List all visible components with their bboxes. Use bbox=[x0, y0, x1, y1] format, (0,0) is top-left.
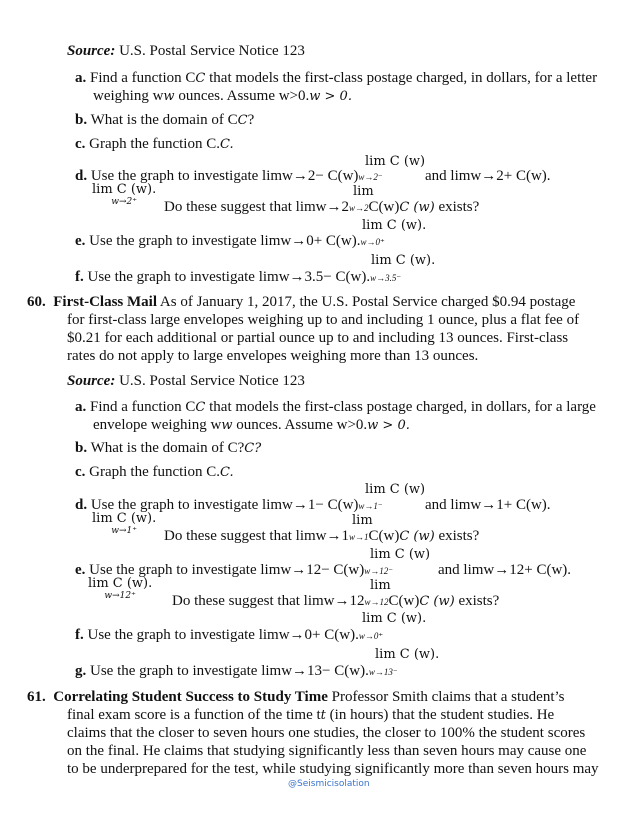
limit-expression bbox=[92, 183, 156, 207]
part-f-text: Use the graph to investigate limw→0+ C(w). bbox=[83, 627, 359, 643]
part-d-text-4: C(w) bbox=[368, 199, 400, 215]
limit-top: lim C (w) bbox=[365, 482, 426, 497]
math-cw: C (w) bbox=[419, 594, 455, 609]
limit-top: lim C (w). bbox=[371, 253, 436, 268]
limit-expression bbox=[371, 254, 435, 268]
math-condition: w > 0. bbox=[309, 89, 352, 104]
limit-sub: w→12 bbox=[364, 597, 389, 607]
part-label: e. bbox=[75, 562, 86, 578]
part-label: c. bbox=[75, 136, 86, 152]
part-e-text-4: C(w) bbox=[388, 593, 420, 609]
p60-part-b bbox=[75, 439, 261, 458]
watermark: @Seismicisolation bbox=[288, 779, 370, 789]
part-a-text-4: ounces. Assume w>0. bbox=[174, 88, 310, 104]
part-a-text-4: ounces. Assume w>0. bbox=[232, 417, 368, 433]
limit-sub: w→12⁺ bbox=[104, 591, 136, 601]
limit-sub: w→2 bbox=[348, 203, 369, 213]
limit-sub: w→1 bbox=[348, 532, 369, 542]
source-label: Source: bbox=[67, 373, 116, 389]
p61-line2 bbox=[67, 706, 554, 725]
p60-part-a-line2 bbox=[93, 416, 410, 435]
part-b-text: What is the domain of C bbox=[87, 112, 238, 128]
p60-part-d-line2 bbox=[164, 527, 479, 546]
limit-top: lim bbox=[352, 513, 373, 528]
limit-expression bbox=[370, 579, 391, 593]
limit-top: lim C (w) bbox=[365, 154, 426, 169]
p60-source-line bbox=[67, 372, 305, 390]
limit-expression bbox=[92, 512, 156, 536]
source-text: U.S. Postal Service Notice 123 bbox=[115, 43, 305, 59]
part-f-text: Use the graph to investigate limw→3.5− C(w). bbox=[83, 269, 371, 285]
p59-part-a-line1 bbox=[75, 69, 597, 88]
limit-top: lim C (w). bbox=[362, 218, 427, 233]
limit-expression bbox=[370, 548, 430, 562]
limit-expression bbox=[362, 612, 426, 626]
limit-top: lim C (w) bbox=[370, 547, 431, 562]
p60-line1 bbox=[27, 293, 575, 311]
p61-line3: claims that the closer to seven hours one studies, the closer to 100% the student scores bbox=[67, 725, 586, 741]
part-label: b. bbox=[75, 112, 88, 128]
limit-expression bbox=[88, 577, 152, 601]
limit-top: lim C (w). bbox=[92, 182, 157, 197]
p61-line5: to be underprepared for the test, while studying significantly more than seven hours may bbox=[67, 761, 599, 777]
part-a-text: Find a function C bbox=[86, 399, 196, 415]
p60-part-c bbox=[75, 463, 234, 482]
part-g-text: Use the graph to investigate limw→13− C(w). bbox=[86, 663, 369, 679]
part-label: c. bbox=[75, 464, 86, 480]
p59-part-d-text2: and limw→2+ C(w). bbox=[425, 168, 551, 184]
p59-part-a-line2 bbox=[93, 87, 352, 106]
limit-sub: w→0⁺ bbox=[360, 237, 385, 247]
part-a-text-3: envelope weighing w bbox=[93, 417, 222, 433]
p59-part-c bbox=[75, 135, 234, 154]
part-d-text-4: C(w) bbox=[368, 528, 400, 544]
problem-text: (in hours) that the student studies. He bbox=[325, 707, 555, 723]
part-d-text-5: exists? bbox=[434, 199, 480, 215]
part-a-text-2: that models the first-class postage charged, in dollars, for a letter bbox=[205, 70, 598, 86]
limit-top: lim C (w). bbox=[362, 611, 427, 626]
part-label: g. bbox=[75, 663, 87, 679]
p59-source-line bbox=[67, 42, 305, 60]
p60-part-a-line1 bbox=[75, 398, 596, 417]
part-c-text: Graph the function C. bbox=[85, 464, 220, 480]
math-w: w bbox=[221, 418, 233, 433]
part-e-text-5: exists? bbox=[454, 593, 500, 609]
problem-text: final exam score is a function of the time t bbox=[67, 707, 321, 723]
problem-number: 60. bbox=[27, 294, 46, 310]
p61-line1 bbox=[27, 688, 565, 706]
p60-part-e-text2: and limw→12+ C(w). bbox=[438, 562, 572, 578]
part-a-text-3: weighing w bbox=[93, 88, 164, 104]
limit-top: lim C (w). bbox=[92, 511, 157, 526]
limit-sub: w→1⁺ bbox=[111, 526, 137, 536]
p59-part-b bbox=[75, 111, 254, 130]
problem-text: As of January 1, 2017, the U.S. Postal Service charged $0.94 postage bbox=[156, 294, 576, 310]
p59-part-e bbox=[75, 232, 385, 250]
math-c: C? bbox=[244, 441, 262, 456]
p60-part-f bbox=[75, 626, 383, 644]
part-b-text: What is the domain of C? bbox=[87, 440, 245, 456]
limit-sub: w→3.5⁻ bbox=[370, 273, 402, 283]
limit-expression bbox=[362, 219, 426, 233]
problem-title: Correlating Student Success to Study Time bbox=[53, 689, 328, 705]
limit-sub: w→1⁻ bbox=[358, 501, 383, 511]
source-text: U.S. Postal Service Notice 123 bbox=[115, 373, 305, 389]
p60-line2: for first-class large envelopes weighing up to and including 1 ounce, plus a flat fee of bbox=[67, 312, 580, 328]
math-condition: w > 0. bbox=[367, 418, 410, 433]
limit-expression bbox=[375, 648, 439, 662]
part-label: b. bbox=[75, 440, 88, 456]
part-label: f. bbox=[75, 269, 84, 285]
part-a-text-2: that models the first-class postage charged, in dollars, for a large bbox=[205, 399, 596, 415]
part-label: a. bbox=[75, 399, 87, 415]
p60-line4: rates do not apply to large envelopes weighing more than 13 ounces. bbox=[67, 348, 479, 364]
part-d-text: Use the graph to investigate limw→1− C(w) bbox=[87, 497, 359, 513]
limit-sub: w→2⁺ bbox=[111, 197, 137, 207]
math-c: C bbox=[195, 71, 206, 86]
part-d-text: Use the graph to investigate limw→2− C(w) bbox=[87, 168, 359, 184]
limit-top: lim C (w). bbox=[375, 647, 440, 662]
part-label: d. bbox=[75, 497, 88, 513]
p60-part-e-line2 bbox=[172, 592, 499, 611]
part-label: e. bbox=[75, 233, 86, 249]
part-d-text-5: exists? bbox=[434, 528, 480, 544]
part-label: f. bbox=[75, 627, 84, 643]
problem-title: First-Class Mail bbox=[53, 294, 157, 310]
p60-line3: $0.21 for each additional or partial ounce up to and including 13 ounces. First-class bbox=[67, 330, 569, 346]
part-d-text-3: Do these suggest that limw→2 bbox=[164, 199, 349, 215]
math-cw: C (w) bbox=[399, 529, 435, 544]
part-b-end: ? bbox=[247, 112, 255, 128]
p60-part-g bbox=[75, 662, 398, 680]
math-c: C. bbox=[219, 137, 234, 152]
part-a-text: Find a function C bbox=[86, 70, 196, 86]
source-label: Source: bbox=[67, 43, 116, 59]
p61-line4: on the final. He claims that studying significantly less than seven hours may cause one bbox=[67, 743, 587, 759]
part-label: d. bbox=[75, 168, 88, 184]
part-e-text: Use the graph to investigate limw→0+ C(w). bbox=[85, 233, 361, 249]
limit-sub: w→13⁻ bbox=[368, 667, 398, 677]
part-d-text-3: Do these suggest that limw→1 bbox=[164, 528, 349, 544]
p60-part-d-text2: and limw→1+ C(w). bbox=[425, 497, 551, 513]
math-c: C bbox=[195, 400, 206, 415]
limit-top: lim C (w). bbox=[88, 576, 153, 591]
part-c-text: Graph the function C. bbox=[85, 136, 220, 152]
problem-text: Professor Smith claims that a student’s bbox=[327, 689, 565, 705]
limit-expression bbox=[353, 185, 374, 199]
part-e-text: Use the graph to investigate limw→12− C(w) bbox=[85, 562, 365, 578]
limit-sub: w→12⁻ bbox=[364, 566, 394, 576]
limit-expression bbox=[365, 483, 425, 497]
limit-sub: w→2⁻ bbox=[358, 172, 383, 182]
problem-number: 61. bbox=[27, 689, 46, 705]
math-c: C. bbox=[219, 465, 234, 480]
math-cw: C (w) bbox=[399, 200, 435, 215]
p59-part-f bbox=[75, 268, 401, 286]
math-t: t bbox=[320, 708, 326, 723]
math-w: w bbox=[163, 89, 175, 104]
limit-top: lim bbox=[353, 184, 374, 199]
limit-expression bbox=[352, 514, 373, 528]
part-e-text-3: Do these suggest that limw→12 bbox=[172, 593, 365, 609]
limit-top: lim bbox=[370, 578, 391, 593]
p59-part-d-line2 bbox=[164, 198, 479, 217]
math-c: C bbox=[237, 113, 248, 128]
part-label: a. bbox=[75, 70, 87, 86]
limit-sub: w→0⁺ bbox=[358, 631, 384, 641]
